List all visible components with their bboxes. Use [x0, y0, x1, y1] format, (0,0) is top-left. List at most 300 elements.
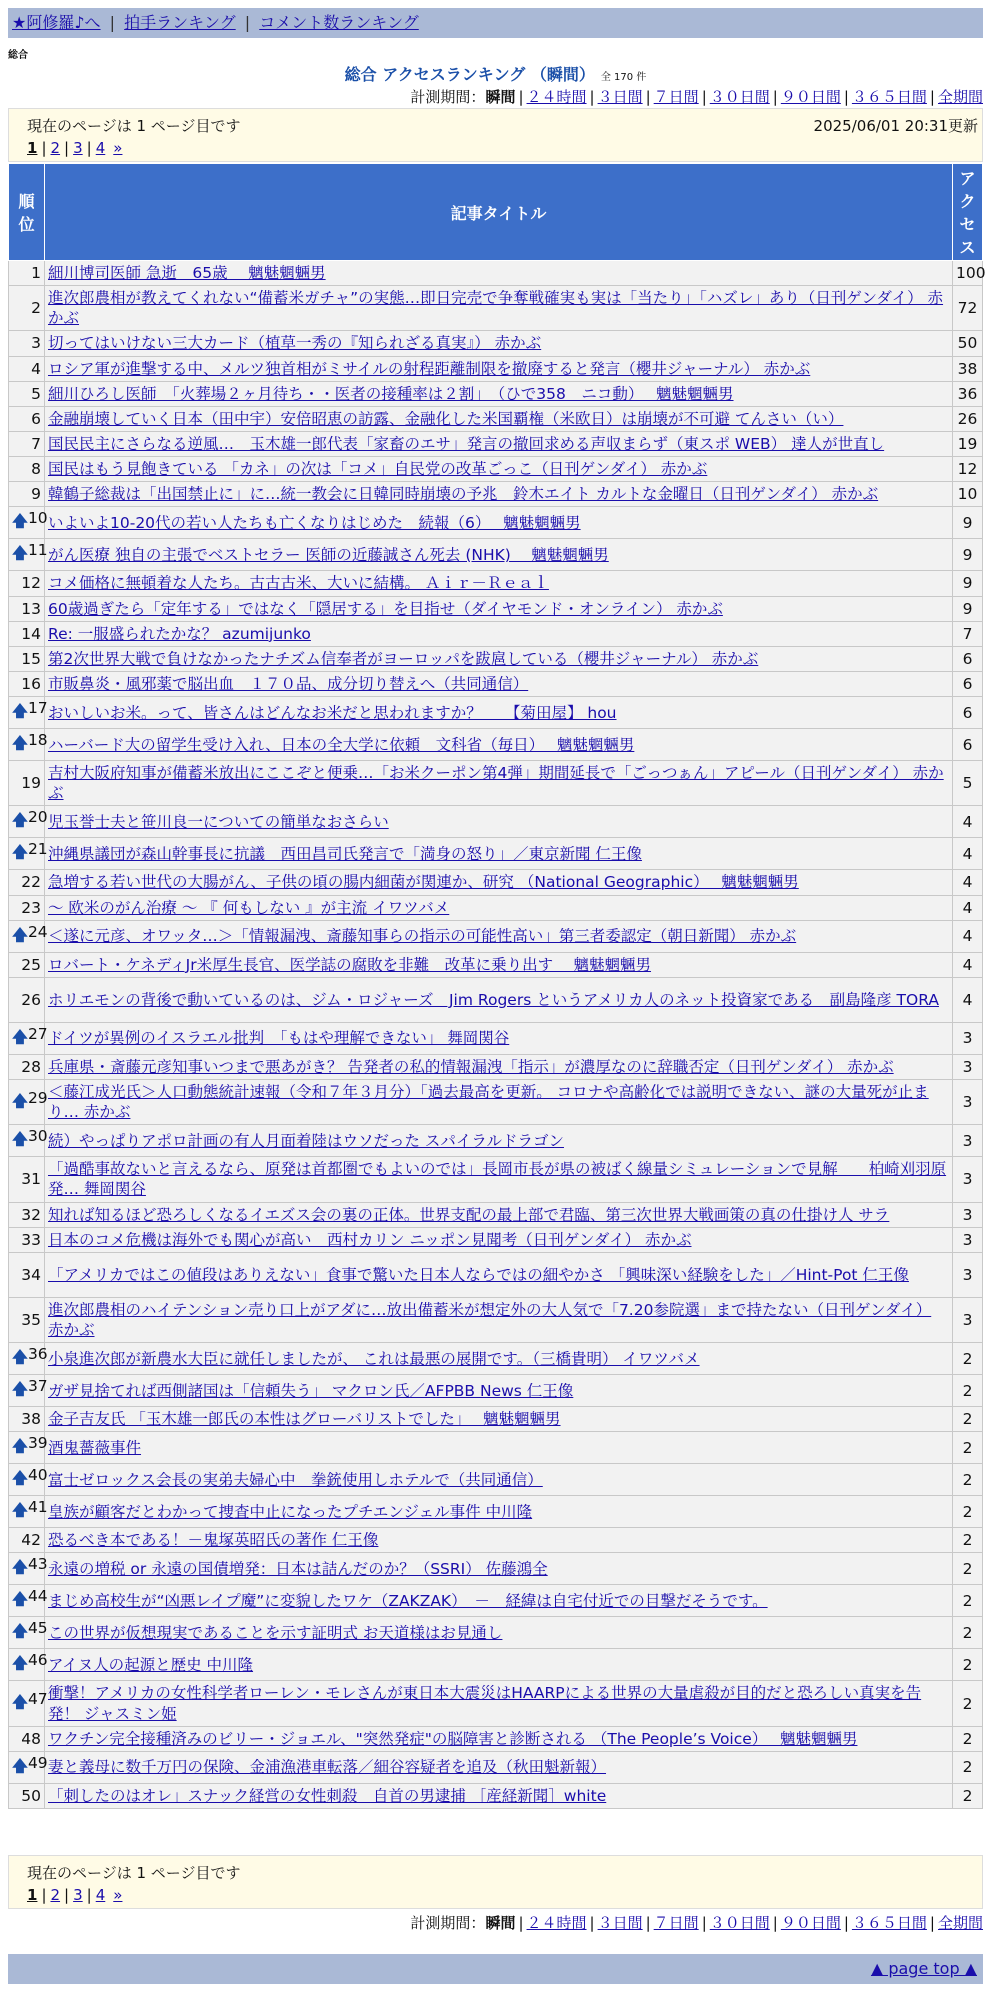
rank-up-icon: 🡅: [12, 512, 28, 531]
title-cell: [45, 1157, 953, 1202]
period-label: 計測期間：: [410, 1914, 486, 1932]
rank-number: 38: [21, 1410, 41, 1429]
article-link[interactable]: ワクチン完全接種済みのビリー・ジョエル、"突然発症"の脳障害と診断される （The People’s Voice） 魑魅魍魎男: [48, 1729, 858, 1748]
access-count: 2: [953, 1496, 983, 1528]
title-cell: [45, 1496, 953, 1528]
rank-number: 11: [27, 541, 48, 560]
rank-number: 50: [21, 1786, 41, 1805]
rank-number: 17: [27, 699, 48, 718]
period-link[interactable]: ３０日間: [709, 88, 770, 106]
rank-cell: [9, 1681, 48, 1726]
table-row: [9, 761, 983, 806]
rank-number: 8: [31, 460, 41, 479]
rank-up-icon: 🡅: [12, 843, 28, 862]
article-link[interactable]: 小泉進次郎が新農水大臣に就任しましたが、 これは最悪の展開です。（三橋貴明） イワツバメ: [48, 1349, 700, 1368]
rank-up-icon: 🡅: [12, 1501, 28, 1520]
category-label: 総合: [8, 50, 28, 61]
article-link[interactable]: 市販鼻炎・風邪薬で脳出血 １７０品、成分切り替えへ（共同通信）: [48, 674, 529, 693]
period-separator: |: [645, 88, 651, 106]
access-count: 3: [953, 1054, 983, 1079]
access-count: 4: [953, 806, 983, 838]
article-link[interactable]: 韓鶴子総裁は「出国禁止に」に…統一教会に日韓同時崩壊の予兆 鈴木エイト カルトな金曜日（日刊ゲンダイ） 赤かぶ: [48, 485, 879, 504]
table-row: [9, 1681, 983, 1726]
page-current: 1: [27, 139, 38, 157]
title-cell: [45, 1297, 953, 1342]
table-row: [9, 1407, 983, 1432]
article-link[interactable]: ハーバード大の留学生受け入れ、日本の全大学に依頼 文科省（毎日） 魑魅魍魎男: [48, 735, 635, 754]
period-link[interactable]: ３６５日間: [851, 88, 927, 106]
access-count: 12: [953, 457, 983, 482]
article-link[interactable]: 児玉誉士夫と笹川良一についての簡単なおさらい: [48, 812, 389, 831]
rank-cell: [9, 1022, 48, 1054]
title-cell: [45, 1343, 953, 1375]
article-link[interactable]: コメ価格に無頓着な人たち。古古古米、大いに結構。 Ａｉｒ－Ｒｅａｌ: [48, 574, 549, 593]
table-row: [9, 457, 983, 482]
title-cell: [45, 356, 953, 381]
title-cell: [45, 1464, 953, 1496]
title-cell: [45, 431, 953, 456]
rank-up-icon: 🡅: [12, 1091, 28, 1110]
title-cell: [45, 1585, 953, 1617]
table-row: [9, 1297, 983, 1342]
rank-number: 14: [21, 624, 41, 643]
table-row: [9, 1617, 983, 1649]
article-link[interactable]: 衝撃！アメリカの女性科学者ローレン・モレさんが東日本大震災はHAARPによる世界の大量虐殺が目的だと恐ろしい真実を告発！ ジャスミン姫: [48, 1684, 922, 1723]
article-link[interactable]: 金融崩壊していく日本（田中宇）安倍昭恵の訪露、金融化した米国覇権（米欧日）は崩壊が不可避 てんさい（い）: [48, 409, 844, 428]
article-link[interactable]: ロバート・ケネディJr米厚生長官、医学誌の腐敗を非難 改革に乗り出す 魑魅魍魎男: [48, 955, 652, 974]
period-separator: |: [518, 88, 524, 106]
rank-cell: [9, 977, 45, 1022]
rank-number: 18: [27, 731, 48, 750]
table-row: [9, 1726, 983, 1751]
article-link[interactable]: 国民民主にさらなる逆風… 玉木雄一郎代表「家畜のエサ」発言の撤回求める声収まらず（東スポ WEB） 達人が世直し: [48, 434, 885, 453]
rank-cell: [9, 1054, 45, 1079]
title-cell: [45, 1227, 953, 1252]
access-count: 6: [953, 697, 983, 729]
page-top-link[interactable]: ▲ page top ▲: [870, 1959, 977, 1978]
access-count: 2: [953, 1464, 983, 1496]
period-link[interactable]: ２４時間: [526, 1914, 587, 1932]
table-row: [9, 838, 983, 870]
rank-header: 順位: [9, 164, 45, 261]
article-link[interactable]: 恐るべき本である！－鬼塚英昭氏の著作 仁王像: [48, 1531, 379, 1550]
access-count: 3: [953, 1227, 983, 1252]
rank-number: 13: [21, 599, 41, 618]
article-link[interactable]: 金子吉友氏 「玉木雄一郎氏の本性はグローバリストでした」 魑魅魍魎男: [48, 1410, 561, 1429]
access-count: 4: [953, 838, 983, 870]
page-separator: |: [41, 1886, 47, 1904]
rank-number: 5: [31, 384, 41, 403]
access-count: 2: [953, 1726, 983, 1751]
title-cell: [45, 729, 953, 761]
period-link[interactable]: 全期間: [937, 1914, 983, 1932]
table-row: [9, 1553, 983, 1585]
rank-cell: [9, 1496, 48, 1528]
rank-number: 16: [21, 675, 41, 694]
table-row: [9, 870, 983, 895]
rank-cell: [9, 539, 48, 571]
rank-cell: [9, 356, 45, 381]
table-header-row: [9, 164, 983, 261]
article-link[interactable]: 第2次世界大戦で負けなかったナチズム信奉者がヨーロッパを跋扈している（櫻井ジャーナル） 赤かぶ: [48, 649, 759, 668]
title-cell: [45, 895, 953, 920]
access-count: 2: [953, 1681, 983, 1726]
title-cell: [45, 1054, 953, 1079]
table-row: [9, 1751, 983, 1783]
article-link[interactable]: ドイツが異例のイスラエル批判 「もはや理解できない」 舞岡関谷: [48, 1029, 510, 1048]
table-row: [9, 1496, 983, 1528]
rank-cell: [9, 729, 48, 761]
article-link[interactable]: 「アメリカではこの値段はありえない」食事で驚いた日本人ならではの細やかさ 「興味深い経験をした」／Hint-Pot 仁王像: [48, 1265, 909, 1284]
page-links: [27, 139, 122, 157]
rank-cell: [9, 697, 48, 729]
rank-number: 26: [21, 990, 41, 1009]
article-link[interactable]: 国民はもう見飽きている 「カネ」の次は「コメ」自民党の改革ごっこ（日刊ゲンダイ） 赤かぶ: [48, 460, 708, 479]
title-cell: [45, 261, 953, 286]
rank-up-icon: 🡅: [12, 544, 28, 563]
page-link[interactable]: 4: [95, 1886, 106, 1904]
page-separator: |: [64, 139, 70, 157]
rank-up-icon: 🡅: [12, 1027, 28, 1046]
title-cell: [45, 1432, 953, 1464]
article-link[interactable]: 知れば知るほど恐ろしくなるイエズス会の裏の正体。世界支配の最上部で君臨、第三次世界大戦画策の真の仕掛け人 サラ: [48, 1205, 890, 1224]
article-link[interactable]: ＜藤江成光氏＞人口動態統計速報（令和７年３月分）「過去最高を更新。 コロナや高齢化では説明できない、謎の大量死が止まり… 赤かぶ: [48, 1082, 929, 1122]
ranking-table-body: [9, 261, 986, 1809]
access-count: 10: [953, 482, 983, 507]
applause-ranking-link[interactable]: 拍手ランキング: [124, 13, 236, 32]
title-cell: [45, 1528, 953, 1553]
access-count: 36: [953, 381, 983, 406]
period-link[interactable]: ３０日間: [709, 1914, 770, 1932]
rank-cell: [9, 1157, 45, 1202]
article-link[interactable]: ＜遂に元彦、オワッタ…＞「情報漏洩、斎藤知事らの指示の可能性高い」第三者委認定（朝日新聞） 赤かぶ: [48, 927, 797, 946]
rank-cell: [9, 1297, 45, 1342]
page-links: [27, 1886, 122, 1904]
rank-cell: [9, 761, 45, 806]
next-page-link[interactable]: »: [113, 139, 123, 157]
title-cell: [45, 761, 953, 806]
table-row: [9, 1252, 983, 1297]
period-link[interactable]: ２４時間: [526, 88, 587, 106]
access-count: 50: [953, 331, 983, 356]
table-row: [9, 621, 983, 646]
period-link[interactable]: ３６５日間: [851, 1914, 927, 1932]
title-cell: [45, 1617, 953, 1649]
table-row: [9, 697, 983, 729]
title-header: 記事タイトル: [45, 164, 953, 261]
access-count: 19: [953, 431, 983, 456]
table-row: [9, 539, 983, 571]
access-count: 2: [953, 1528, 983, 1553]
article-link[interactable]: 60歳過ぎたら「定年する」ではなく「隠居する」を目指せ（ダイヤモンド・オンライン） 赤かぶ: [48, 599, 723, 618]
rank-number: 7: [31, 435, 41, 454]
article-link[interactable]: 切ってはいけない三大カード（植草一秀の『知られざる真実』） 赤かぶ: [48, 334, 542, 353]
access-count: 4: [953, 920, 983, 952]
rank-cell: [9, 1202, 45, 1227]
title-cell: [45, 596, 953, 621]
title-cell: [45, 507, 953, 539]
rank-cell: [9, 1585, 48, 1617]
title-cell: [45, 621, 953, 646]
article-link[interactable]: 皇族が顧客だとわかって捜査中止になったプチエンジェル事件 中川隆: [48, 1502, 533, 1521]
access-count: 2: [953, 1585, 983, 1617]
article-link[interactable]: 進次郎農相が教えてくれない“備蓄米ガチャ”の実態…即日完売で争奪戦確実も実は「当たり」「ハズレ」あり（日刊ゲンダイ） 赤かぶ: [48, 289, 944, 328]
rank-number: 37: [27, 1377, 48, 1396]
title-cell: [45, 806, 953, 838]
table-row: [9, 356, 983, 381]
access-count: 3: [953, 1157, 983, 1202]
access-count: 3: [953, 1202, 983, 1227]
access-count: 4: [953, 895, 983, 920]
period-separator: |: [772, 88, 778, 106]
table-row: [9, 431, 983, 456]
table-row: [9, 1079, 983, 1124]
home-link[interactable]: ★阿修羅♪へ: [12, 13, 101, 32]
table-row: [9, 646, 983, 671]
comment-ranking-link[interactable]: コメント数ランキング: [259, 13, 419, 32]
nav-separator: |: [244, 13, 251, 32]
rank-up-icon: 🡅: [12, 702, 28, 721]
rank-number: 2: [31, 299, 41, 318]
article-link[interactable]: 酒鬼薔薇事件: [48, 1438, 142, 1457]
rank-number: 25: [21, 955, 41, 974]
access-count: 6: [953, 671, 983, 696]
access-count: 7: [953, 621, 983, 646]
article-link[interactable]: 細川博司医師 急逝 65歳 魑魅魍魎男: [48, 264, 326, 282]
rank-number: 39: [27, 1434, 48, 1453]
rank-number: 49: [27, 1753, 48, 1772]
article-link[interactable]: Re: 一服盛られたかな？ azumijunko: [48, 624, 311, 643]
rank-number: 3: [31, 334, 41, 353]
article-link[interactable]: まじめ高校生が“凶悪レイプ魔”に変貌したワケ（ZAKZAK） － 経緯は自宅付近での目撃だそうです。: [48, 1591, 768, 1610]
table-row: [9, 286, 983, 331]
rank-cell: [9, 1125, 48, 1157]
table-row: [9, 1157, 983, 1202]
period-current: 瞬間: [485, 88, 516, 106]
rank-up-icon: 🡅: [12, 1590, 28, 1609]
access-count: 9: [953, 507, 983, 539]
rank-cell: [9, 1079, 48, 1124]
period-link[interactable]: 全期間: [937, 88, 983, 106]
rank-cell: [9, 895, 45, 920]
period-link[interactable]: ９０日間: [780, 1914, 841, 1932]
access-count: 2: [953, 1375, 983, 1407]
rank-cell: [9, 1649, 48, 1681]
rank-number: 36: [27, 1345, 48, 1364]
access-count: 2: [953, 1407, 983, 1432]
article-link[interactable]: 「刺したのはオレ」スナック経営の女性刺殺 自首の男逮捕 ［産経新聞］white: [48, 1786, 607, 1805]
table-row: [9, 1343, 983, 1375]
rank-cell: [9, 507, 48, 539]
access-count: 2: [953, 1783, 983, 1808]
rank-cell: [9, 261, 45, 286]
article-link[interactable]: 妻と義母に数千万円の保険、金浦漁港車転落／細谷容疑者を追及（秋田魁新報）: [48, 1758, 607, 1777]
footer-bar: [8, 1954, 983, 1984]
article-link[interactable]: 富士ゼロックス会長の実弟夫婦心中 拳銃使用しホテルで（共同通信）: [48, 1470, 543, 1489]
table-row: [9, 895, 983, 920]
article-link[interactable]: アイヌ人の起源と歴史 中川隆: [48, 1655, 254, 1674]
period-link[interactable]: ３日間: [597, 1914, 643, 1932]
access-count: 9: [953, 571, 983, 596]
title-cell: [45, 457, 953, 482]
page-link[interactable]: 2: [50, 139, 61, 157]
rank-number: 41: [27, 1498, 48, 1517]
period-link[interactable]: ９０日間: [780, 88, 841, 106]
period-separator: |: [929, 1914, 935, 1932]
table-row: [9, 1125, 983, 1157]
article-link[interactable]: 沖縄県議団が森山幹事長に抗議 西田昌司氏発言で「満身の怒り」／東京新聞 仁王像: [48, 844, 642, 863]
page-separator: |: [86, 139, 92, 157]
period-selector-bottom: [410, 1912, 983, 1933]
article-link[interactable]: 急増する若い世代の大腸がん、子供の頃の腸内細菌が関連か、研究 （National Geographic） 魑魅魍魎男: [48, 873, 799, 892]
table-row: [9, 1375, 983, 1407]
access-count: 2: [953, 1649, 983, 1681]
rank-number: 20: [27, 808, 48, 827]
title-cell: [45, 1783, 953, 1808]
access-header: アクセス: [953, 164, 983, 261]
page-link[interactable]: 3: [73, 1886, 83, 1904]
article-link[interactable]: この世界が仮想現実であることを示す証明式 お天道様はお見通し: [48, 1623, 503, 1642]
rank-number: 23: [21, 898, 41, 917]
table-row: [9, 1022, 983, 1054]
rank-number: 31: [21, 1170, 41, 1189]
period-selector-top: [410, 86, 983, 107]
period-link[interactable]: ７日間: [653, 1914, 699, 1932]
rank-up-icon: 🡅: [12, 1437, 28, 1456]
article-link[interactable]: ホリエモンの背後で動いているのは、ジム・ロジャーズ Jim Rogers というアメリカ人のネット投資家である 副島隆彦 TORA: [48, 990, 939, 1009]
rank-up-icon: 🡅: [12, 811, 28, 830]
rank-up-icon: 🡅: [12, 1693, 28, 1711]
article-link[interactable]: いよいよ10-20代の若い人たちも亡くなりはじめた 続報（6） 魑魅魍魎男: [48, 513, 581, 532]
rank-number: 47: [27, 1690, 48, 1708]
article-link[interactable]: 永遠の増税 or 永遠の国債増発：日本は詰んだのか？（SSRI） 佐藤鴻全: [48, 1559, 548, 1578]
table-row: [9, 507, 983, 539]
period-link[interactable]: ７日間: [653, 88, 699, 106]
table-row: [9, 331, 983, 356]
period-link[interactable]: ３日間: [597, 88, 643, 106]
access-count: 4: [953, 952, 983, 977]
rank-number: 21: [27, 840, 48, 859]
rank-cell: [9, 1432, 48, 1464]
rank-number: 1: [31, 264, 41, 283]
access-count: 2: [953, 1617, 983, 1649]
title-cell: [45, 1022, 953, 1054]
pager-bottom: [8, 1855, 983, 1909]
article-link[interactable]: 続）やっぱりアポロ計画の有人月面着陸はウソだった スパイラルドラゴン: [48, 1131, 564, 1150]
page-link[interactable]: 3: [73, 139, 83, 157]
page-link[interactable]: 2: [50, 1886, 61, 1904]
table-row: [9, 806, 983, 838]
title-cell: [45, 406, 953, 431]
rank-cell: [9, 596, 45, 621]
updated-timestamp: 2025/06/01 20:31更新: [813, 117, 978, 135]
rank-up-icon: 🡅: [12, 734, 28, 753]
rank-cell: [9, 381, 45, 406]
article-link[interactable]: 進次郎農相のハイテンション売り口上がアダに…放出備蓄米が想定外の大人気で「7.20参院選」まで持たない（日刊ゲンダイ） 赤かぶ: [48, 1300, 932, 1339]
table-row: [9, 1783, 983, 1808]
rank-number: 35: [21, 1310, 41, 1329]
rank-cell: [9, 838, 48, 870]
rank-cell: [9, 1726, 45, 1751]
rank-cell: [9, 1343, 48, 1375]
title-cell: [45, 1252, 953, 1297]
page-separator: |: [41, 139, 47, 157]
title-cell: [45, 920, 953, 952]
rank-cell: [9, 1407, 45, 1432]
access-count: 3: [953, 1125, 983, 1157]
next-page-link[interactable]: »: [113, 1886, 123, 1904]
access-count: 3: [953, 1079, 983, 1124]
pager-top: [8, 108, 983, 162]
rank-number: 24: [27, 922, 48, 941]
article-link[interactable]: 「過酷事故ないと言えるなら、原発は首都圏でもよいのでは」長岡市長が県の被ばく線量シミュレーションで見解 柏崎刈羽原発… 舞岡関谷: [48, 1160, 947, 1199]
title-cell: [45, 646, 953, 671]
rank-cell: [9, 457, 45, 482]
rank-number: 48: [21, 1729, 41, 1748]
rank-number: 44: [27, 1587, 48, 1606]
article-link[interactable]: 日本のコメ危機は海外でも関心が高い 西村カリン ニッポン見聞考（日刊ゲンダイ） 赤かぶ: [48, 1230, 692, 1249]
page-separator: |: [86, 1886, 92, 1904]
page-title: 総合 アクセスランキング （瞬間）: [344, 65, 595, 84]
access-count: 72: [953, 286, 983, 331]
rank-cell: [9, 1227, 45, 1252]
rank-cell: [9, 1528, 45, 1553]
article-link[interactable]: おいしいお米。って、皆さんはどんなお米だと思われますか？ 【菊田屋】 hou: [48, 703, 617, 722]
nav-separator: |: [109, 13, 116, 32]
article-link[interactable]: 細川ひろし医師 「火葬場２ヶ月待ち・・医者の接種率は２割」 （ひで358 ニコ動） 魑魅魍魎男: [48, 384, 734, 403]
table-row: [9, 482, 983, 507]
access-count: 2: [953, 1343, 983, 1375]
access-count: 3: [953, 1022, 983, 1054]
access-count: 2: [953, 1751, 983, 1783]
current-page-text: 現在のページは 1 ページ目です: [27, 1864, 241, 1882]
period-separator: |: [645, 1914, 651, 1932]
period-separator: |: [701, 88, 707, 106]
article-link[interactable]: ～ 欧米のがん治療 ～ 『 何もしない 』が主流 イワツバメ: [48, 898, 450, 917]
article-link[interactable]: がん医療 独自の主張でベストセラー 医師の近藤誠さん死去 (NHK) 魑魅魍魎男: [48, 545, 609, 564]
access-count: 9: [953, 596, 983, 621]
rank-cell: [9, 406, 45, 431]
period-label: 計測期間：: [410, 88, 486, 106]
title-cell: [45, 1726, 953, 1751]
table-row: [9, 1227, 983, 1252]
title-cell: [45, 1375, 953, 1407]
page-link[interactable]: 4: [95, 139, 106, 157]
page-current: 1: [27, 1886, 38, 1904]
rank-number: 19: [21, 774, 41, 793]
rank-number: 42: [21, 1531, 41, 1550]
period-separator: |: [843, 88, 849, 106]
title-cell: [45, 1079, 953, 1124]
table-row: [9, 1202, 983, 1227]
title-cell: [45, 1553, 953, 1585]
rank-up-icon: 🡅: [12, 1130, 28, 1149]
period-separator: |: [701, 1914, 707, 1932]
table-row: [9, 1528, 983, 1553]
access-count: 6: [953, 646, 983, 671]
period-separator: |: [589, 88, 595, 106]
title-cell: [45, 977, 953, 1022]
rank-cell: [9, 431, 45, 456]
article-link[interactable]: 吉村大阪府知事が備蓄米放出にここぞと便乗…「お米クーポン第4弾」期間延長で「ごっつぁん」アピール（日刊ゲンダイ） 赤かぶ: [48, 764, 944, 803]
rank-number: 33: [21, 1230, 41, 1249]
article-link[interactable]: 兵庫県・斎藤元彦知事いつまで悪あがき？ 告発者の私的情報漏洩「指示」が濃厚なのに辞職否定（日刊ゲンダイ） 赤かぶ: [48, 1057, 894, 1076]
table-row: [9, 571, 983, 596]
rank-number: 43: [27, 1555, 48, 1574]
article-link[interactable]: ロシア軍が進撃する中、メルツ独首相がミサイルの射程距離制限を撤廃すると発言（櫻井ジャーナル） 赤かぶ: [48, 359, 811, 378]
article-link[interactable]: ガザ見捨てれば西側諸国は「信頼失う」 マクロン氏／AFPBB News 仁王像: [48, 1381, 574, 1400]
title-cell: [45, 952, 953, 977]
